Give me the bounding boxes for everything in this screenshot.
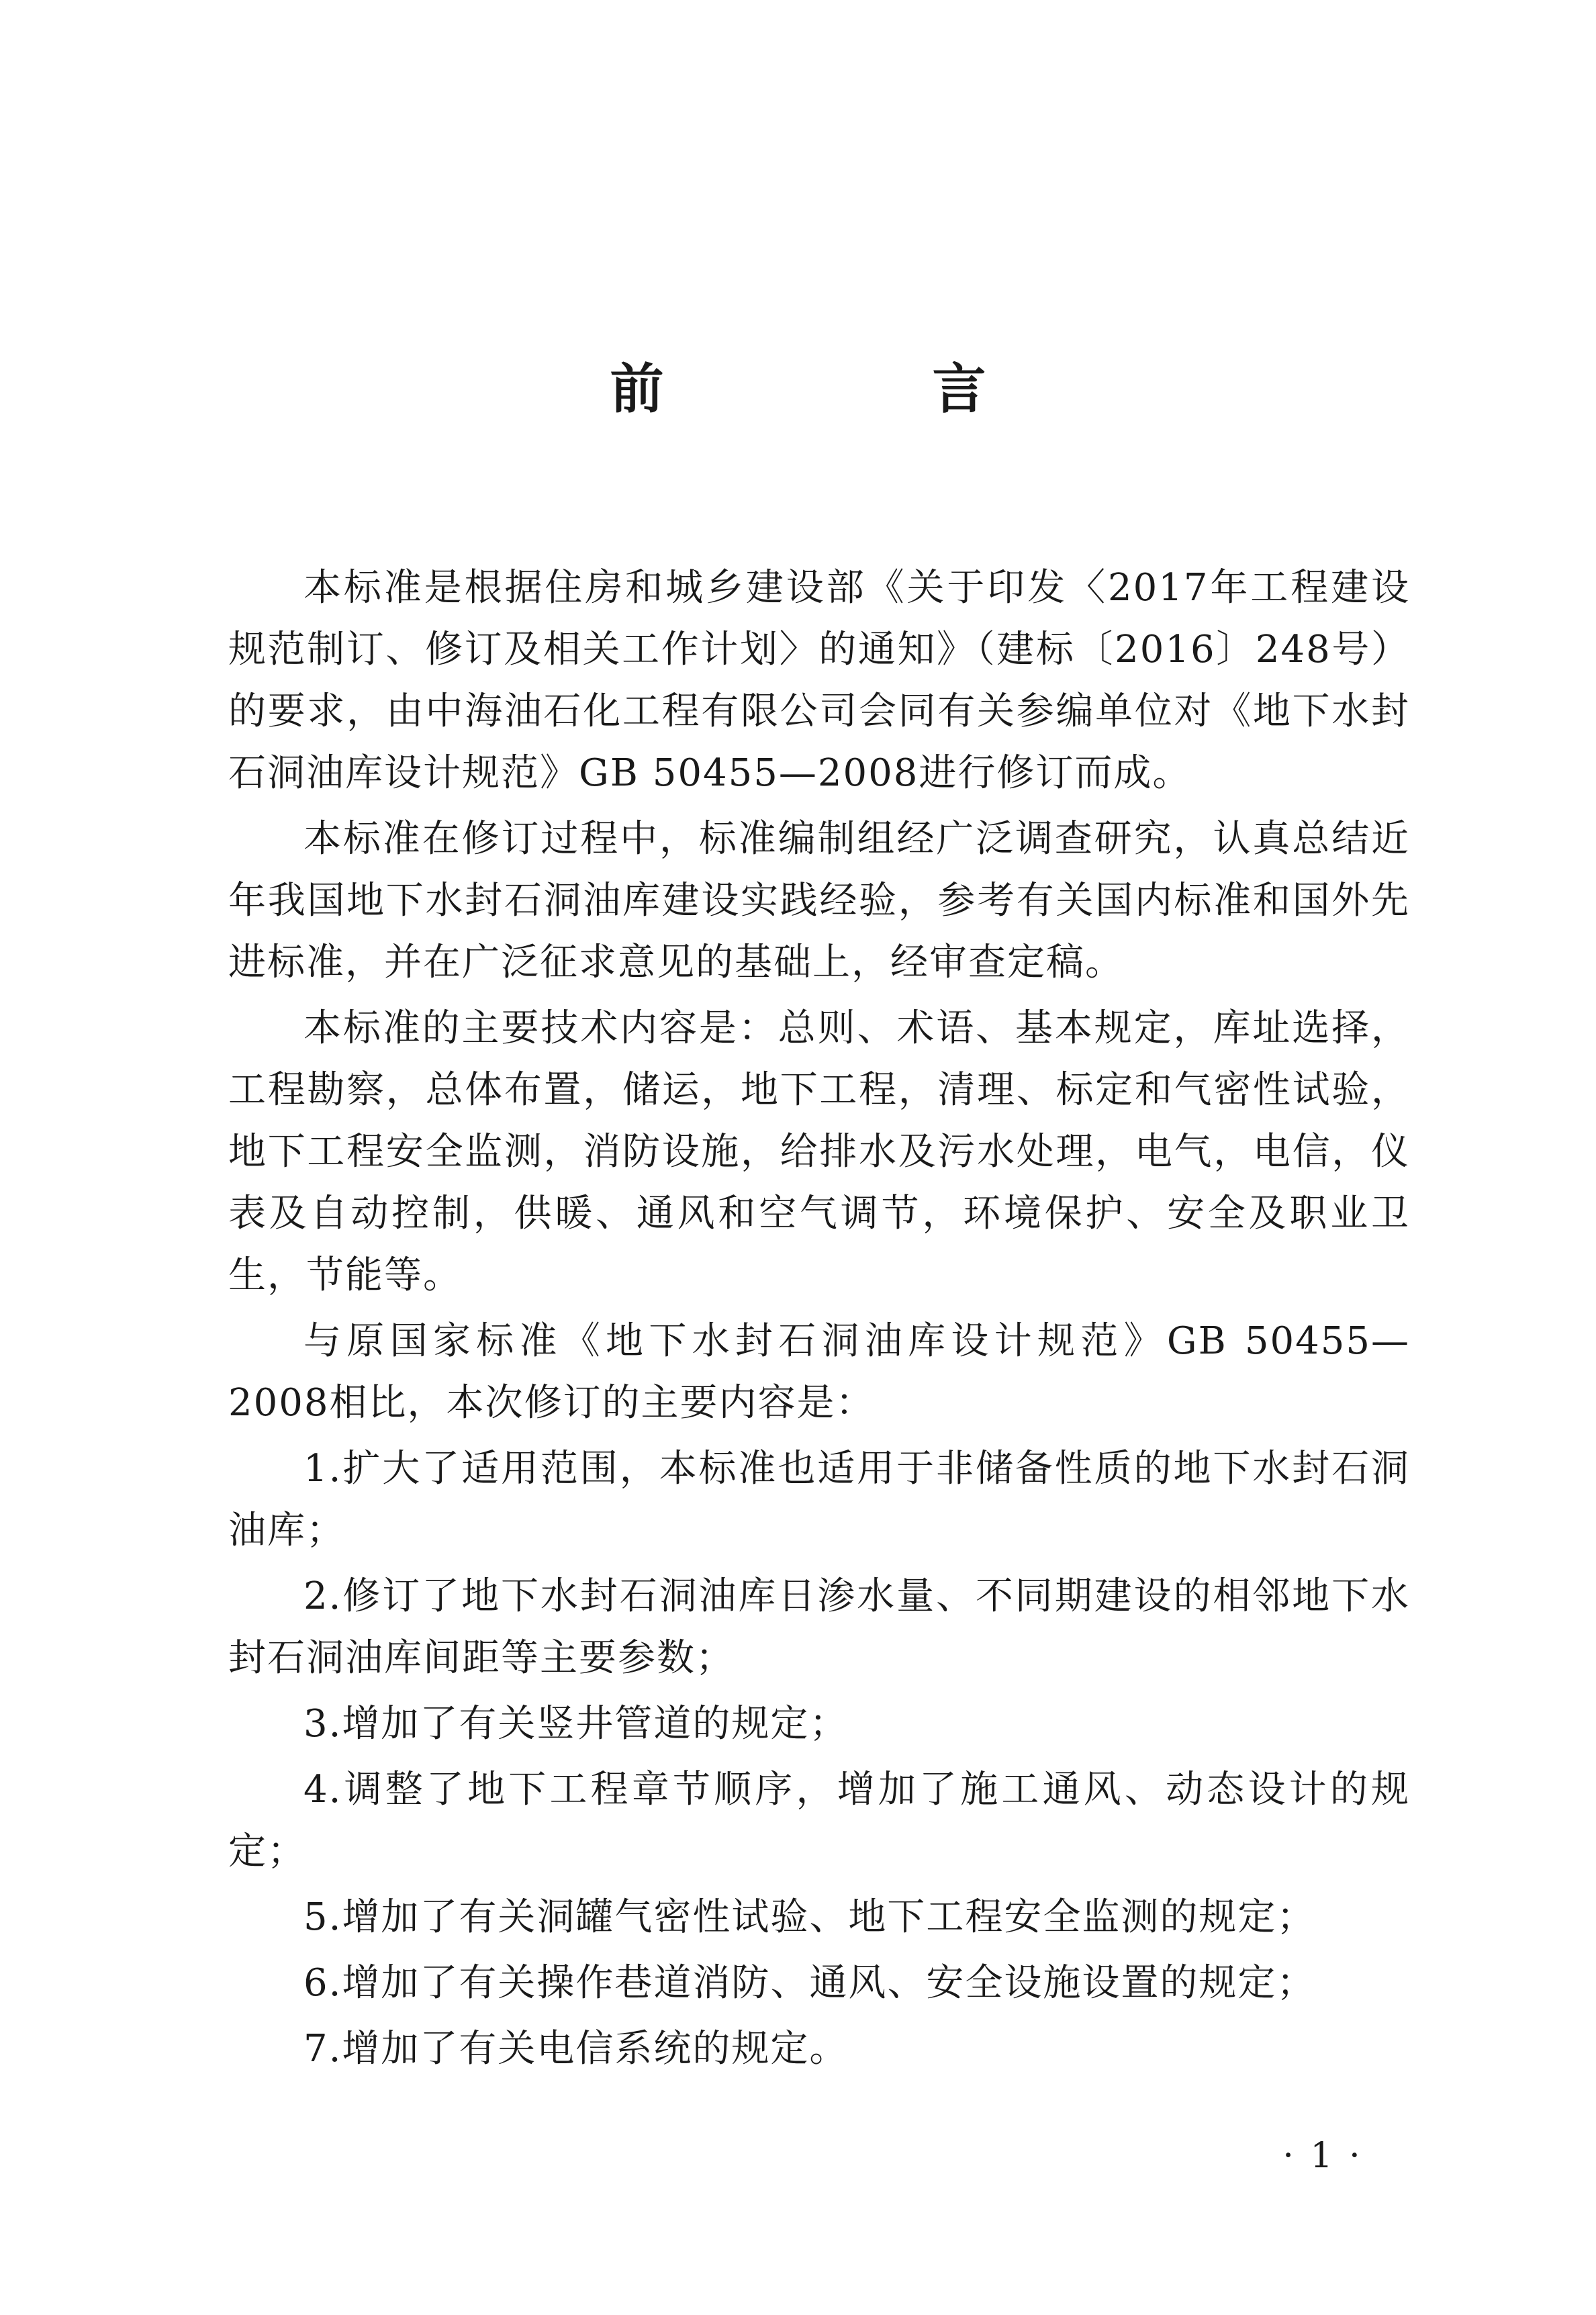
- list-item-3: 3.增加了有关竖井管道的规定；: [303, 1702, 849, 1746]
- list-item-5: 5.增加了有关洞罐气密性试验、地下工程安全监测的规定；: [303, 1895, 1316, 1939]
- page-title: 前 言: [610, 358, 1094, 420]
- list-item-7: 7.增加了有关电信系统的规定。: [303, 2027, 849, 2071]
- paragraph-revision-process: 本标准在修订过程中，标准编制组经广泛调查研究，认真总结近年我国地下水封石洞油库建设实践经验，参考有关国内标准和国外先进标准，并在广泛征求意见的基础上，经审查定稿。: [228, 817, 1410, 984]
- paragraph-main-content: 本标准的主要技术内容是：总则、术语、基本规定，库址选择，工程勘察，总体布置，储运，地下工程，清理、标定和气密性试验，地下工程安全监测，消防设施，给排水及污水处理，电气，电信，仪表及自动控制，供暖、通风和空气调节，环境保护、安全及职业卫生，节能等。: [228, 1006, 1410, 1297]
- list-item-1: 1.扩大了适用范围，本标准也适用于非储备性质的地下水封石洞油库；: [228, 1447, 1410, 1552]
- paragraph-basis: 本标准是根据住房和城乡建设部《关于印发〈2017年工程建设规范制订、修订及相关工作计划〉的通知》（建标〔2016〕248号）的要求，由中海油石化工程有限公司会同有关参编单位对《地下水封石洞油库设计规范》GB 50455—2008进行修订而成。: [228, 566, 1410, 795]
- list-item-4: 4.调整了地下工程章节顺序，增加了施工通风、动态设计的规定；: [228, 1768, 1410, 1873]
- list-item-6: 6.增加了有关操作巷道消防、通风、安全设施设置的规定；: [303, 1961, 1316, 2005]
- paragraph-comparison: 与原国家标准《地下水封石洞油库设计规范》GB 50455—2008相比，本次修订的主要内容是：: [228, 1319, 1410, 1425]
- page-number: · 1 ·: [1282, 2136, 1363, 2176]
- preface-body: [228, 557, 1410, 2084]
- list-item-2: 2.修订了地下水封石洞油库日渗水量、不同期建设的相邻地下水封石洞油库间距等主要参数；: [228, 1574, 1410, 1680]
